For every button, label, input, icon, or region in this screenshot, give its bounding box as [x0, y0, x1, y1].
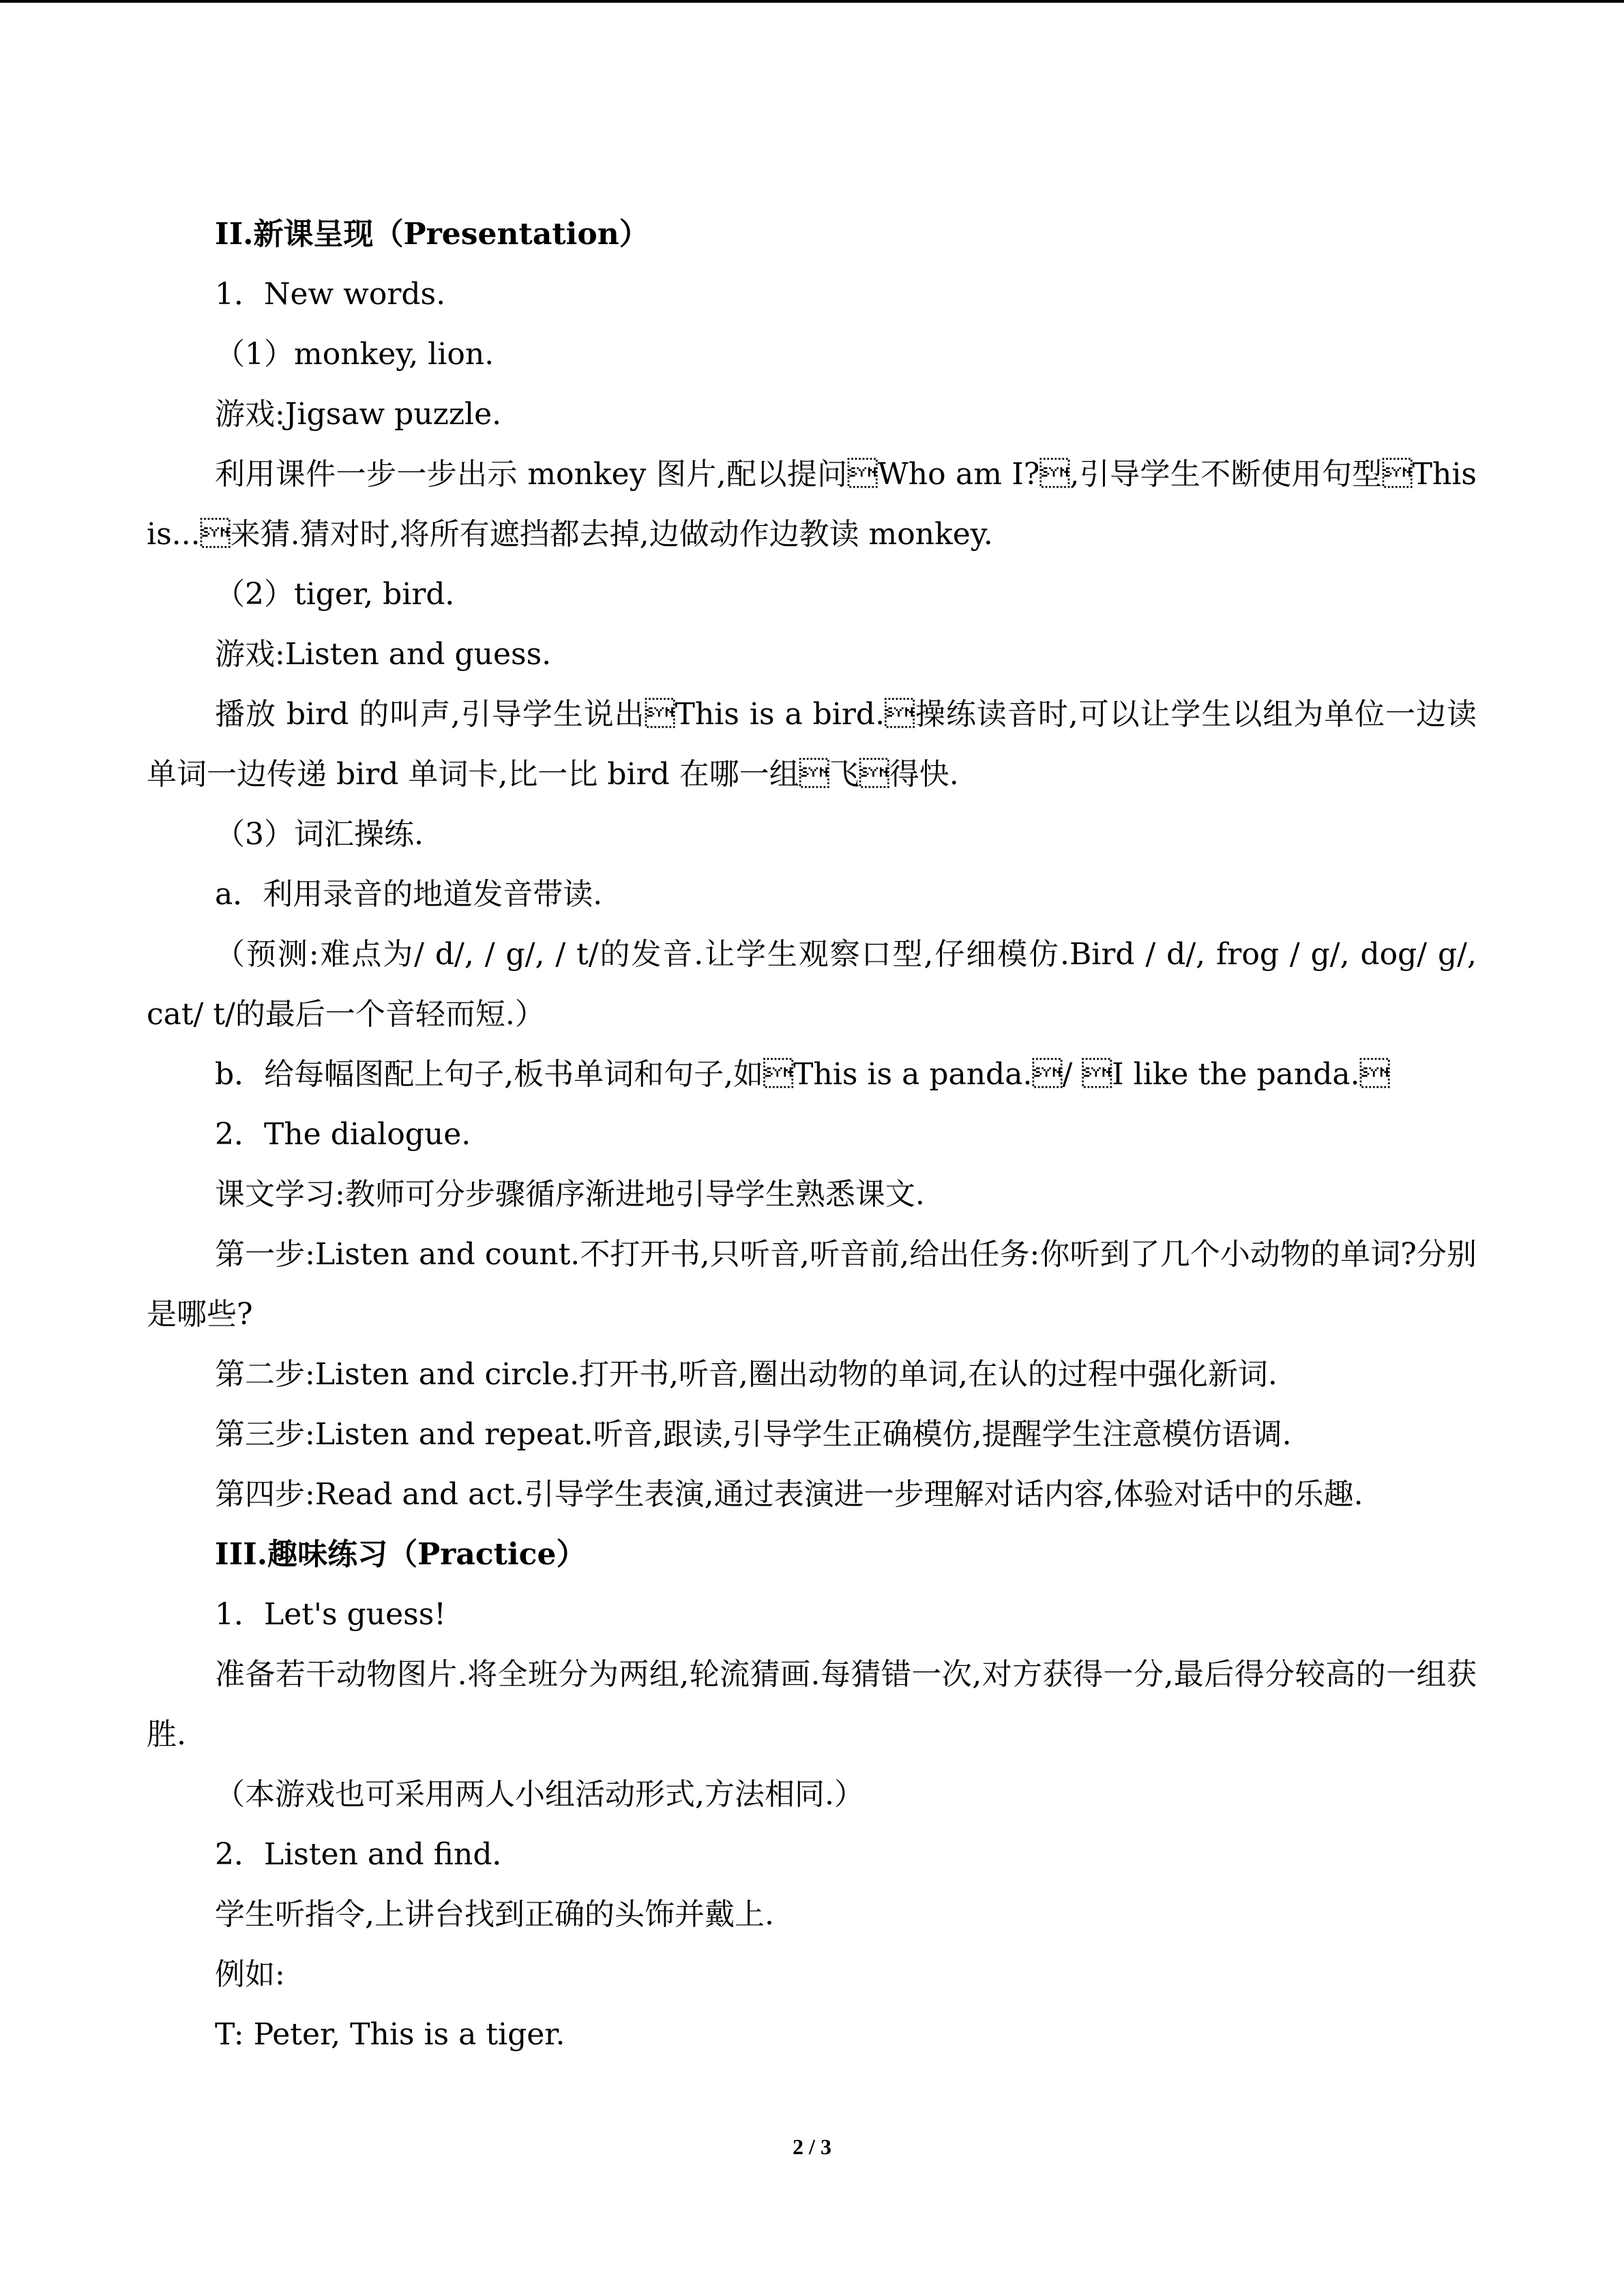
- paragraph: 2．Listen and find．: [215, 1837, 522, 1872]
- paragraph: 利用课件一步一步出示 monkey 图片,配以提问Who am I?,引导学生不断使用句型This is...来猜.猜对时,将所有遮挡都去掉,边做动作边教读 monkey.: [147, 457, 1477, 552]
- paragraph: 2．The dialogue.: [215, 1117, 471, 1152]
- paragraph: （1）monkey, lion.: [215, 337, 494, 372]
- top-border: [0, 0, 1624, 3]
- paragraph: T: Peter, This is a tiger.: [215, 2017, 565, 2052]
- paragraph: 第三步:Listen and repeat.听音,跟读,引导学生正确模仿,提醒学生注意模仿语调.: [215, 1417, 1292, 1452]
- page-number: 2 / 3: [793, 2134, 831, 2159]
- paragraph: 游戏:Jigsaw puzzle.: [215, 397, 502, 432]
- paragraph: 第一步:Listen and count.不打开书,只听音,听音前,给出任务:你听到了几个小动物的单词?分别是哪些?: [147, 1237, 1477, 1332]
- section-heading-presentation: II.新课呈现（Presentation）: [215, 217, 649, 252]
- paragraph: 课文学习:教师可分步骤循序渐进地引导学生熟悉课文.: [215, 1177, 925, 1212]
- paragraph: 学生听指令,上讲台找到正确的头饰并戴上.: [215, 1897, 774, 1932]
- paragraph: 第四步:Read and act.引导学生表演,通过表演进一步理解对话内容,体验对话中的乐趣.: [215, 1477, 1363, 1512]
- paragraph: 第二步:Listen and circle.打开书,听音,圈出动物的单词,在认的过程中强化新词.: [215, 1357, 1278, 1392]
- paragraph: a．利用录音的地道发音带读.: [215, 877, 603, 912]
- paragraph: （本游戏也可采用两人小组活动形式,方法相同.）: [215, 1777, 864, 1812]
- paragraph: （2）tiger, bird．: [215, 577, 475, 612]
- paragraph: 准备若干动物图片.将全班分为两组,轮流猜画.每猜错一次,对方获得一分,最后得分较高的一组获胜.: [147, 1657, 1477, 1752]
- paragraph: 播放 bird 的叫声,引导学生说出This is a bird.操练读音时,可以让学生以组为单位一边读单词一边传递 bird 单词卡,比一比 bird 在哪一组飞得快.: [147, 697, 1477, 792]
- document-body: [147, 205, 1477, 2065]
- section-heading-practice: III.趣味练习（Practice）: [215, 1537, 587, 1572]
- paragraph: b．给每幅图配上句子,板书单词和句子,如This is a panda./ I like the panda.: [215, 1057, 1390, 1092]
- paragraph: （3）词汇操练.: [215, 817, 424, 852]
- paragraph: （预测:难点为/ d/, / g/, / t/的发音.让学生观察口型,仔细模仿.Bird / d/, frog / g/, dog/ g/, cat/ t/的最后一个音轻而短.）: [147, 937, 1477, 1032]
- paragraph: 游戏:Listen and guess.: [215, 637, 552, 672]
- paragraph: 1．New words.: [215, 277, 446, 312]
- paragraph: 例如:: [215, 1957, 285, 1992]
- paragraph: 1．Let's guess!: [215, 1597, 446, 1632]
